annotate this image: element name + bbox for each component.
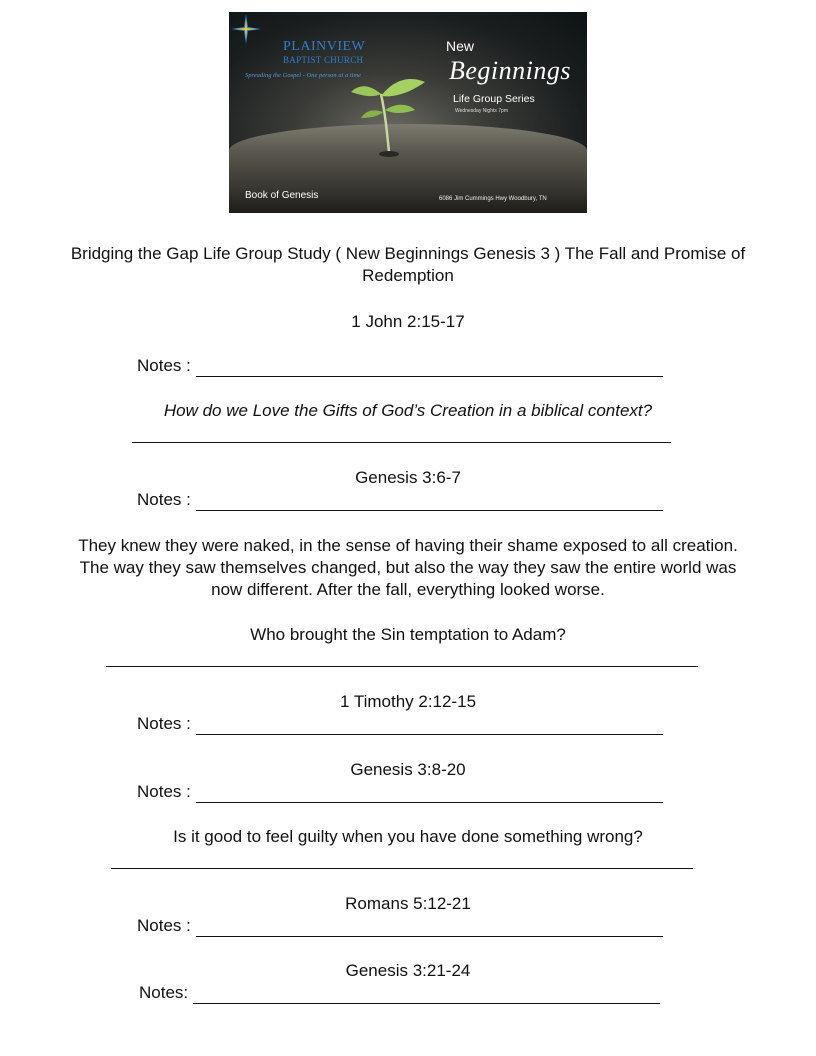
- discussion-question: How do we Love the Gifts of God’s Creation in a biblical context?: [163, 401, 653, 420]
- church-name: PLAINVIEW: [283, 39, 366, 54]
- notes-blank[interactable]: [193, 985, 660, 1004]
- notes-line: [137, 355, 663, 377]
- answer-blank[interactable]: [106, 666, 698, 667]
- notes-line: [137, 713, 663, 735]
- notes-label: Notes :: [137, 782, 196, 801]
- notes-blank[interactable]: [196, 716, 663, 735]
- notes-label: Notes :: [137, 916, 196, 935]
- notes-blank[interactable]: [196, 358, 663, 377]
- study-title: Bridging the Gap Life Group Study ( New Beginnings Genesis 3 ) The Fall and Promise of Redemption: [70, 244, 746, 285]
- notes-label: Notes :: [137, 490, 196, 509]
- church-cross-logo-icon: [229, 12, 263, 46]
- scripture-ref: Romans 5:12-21: [345, 894, 471, 913]
- scripture-ref: Genesis 3:8-20: [350, 760, 466, 779]
- scripture-ref: 1 John 2:15-17: [351, 312, 465, 331]
- notes-label: Notes :: [137, 714, 196, 733]
- commentary-paragraph: They knew they were naked, in the sense of having their shame exposed to all creation. The way they saw themselves changed, but also the way they saw the entire world was now different. After the fall, everything looked worse.: [78, 536, 738, 599]
- notes-blank[interactable]: [196, 784, 663, 803]
- church-subtitle: BAPTIST CHURCH: [283, 55, 364, 65]
- church-tagline: Spreading the Gospel - One person at a time: [245, 72, 362, 79]
- notes-line: [137, 489, 663, 511]
- series-banner: [229, 12, 587, 213]
- scripture-ref: 1 Timothy 2:12-15: [339, 692, 477, 711]
- discussion-question: Who brought the Sin temptation to Adam?: [250, 625, 566, 644]
- answer-blank[interactable]: [132, 442, 671, 443]
- notes-blank[interactable]: [196, 492, 663, 511]
- banner-book-label: Book of Genesis: [245, 190, 319, 201]
- notes-label: Notes :: [137, 356, 196, 375]
- series-title: Beginnings: [449, 56, 571, 85]
- scripture-ref: Genesis 3:21-24: [345, 961, 471, 980]
- answer-blank[interactable]: [111, 868, 693, 869]
- banner-address: 6086 Jim Cummings Hwy Woodbury, TN: [439, 196, 547, 202]
- notes-line: [137, 781, 663, 803]
- scripture-ref: Genesis 3:6-7: [355, 468, 461, 487]
- series-time: Wednesday Nights 7pm: [455, 108, 508, 114]
- notes-line: [139, 982, 660, 1004]
- notes-blank[interactable]: [196, 918, 663, 937]
- series-subtitle: Life Group Series: [453, 93, 535, 105]
- notes-line: [137, 915, 663, 937]
- discussion-question: Is it good to feel guilty when you have done something wrong?: [173, 827, 643, 846]
- notes-label: Notes:: [139, 983, 193, 1002]
- series-new-label: New: [446, 38, 475, 54]
